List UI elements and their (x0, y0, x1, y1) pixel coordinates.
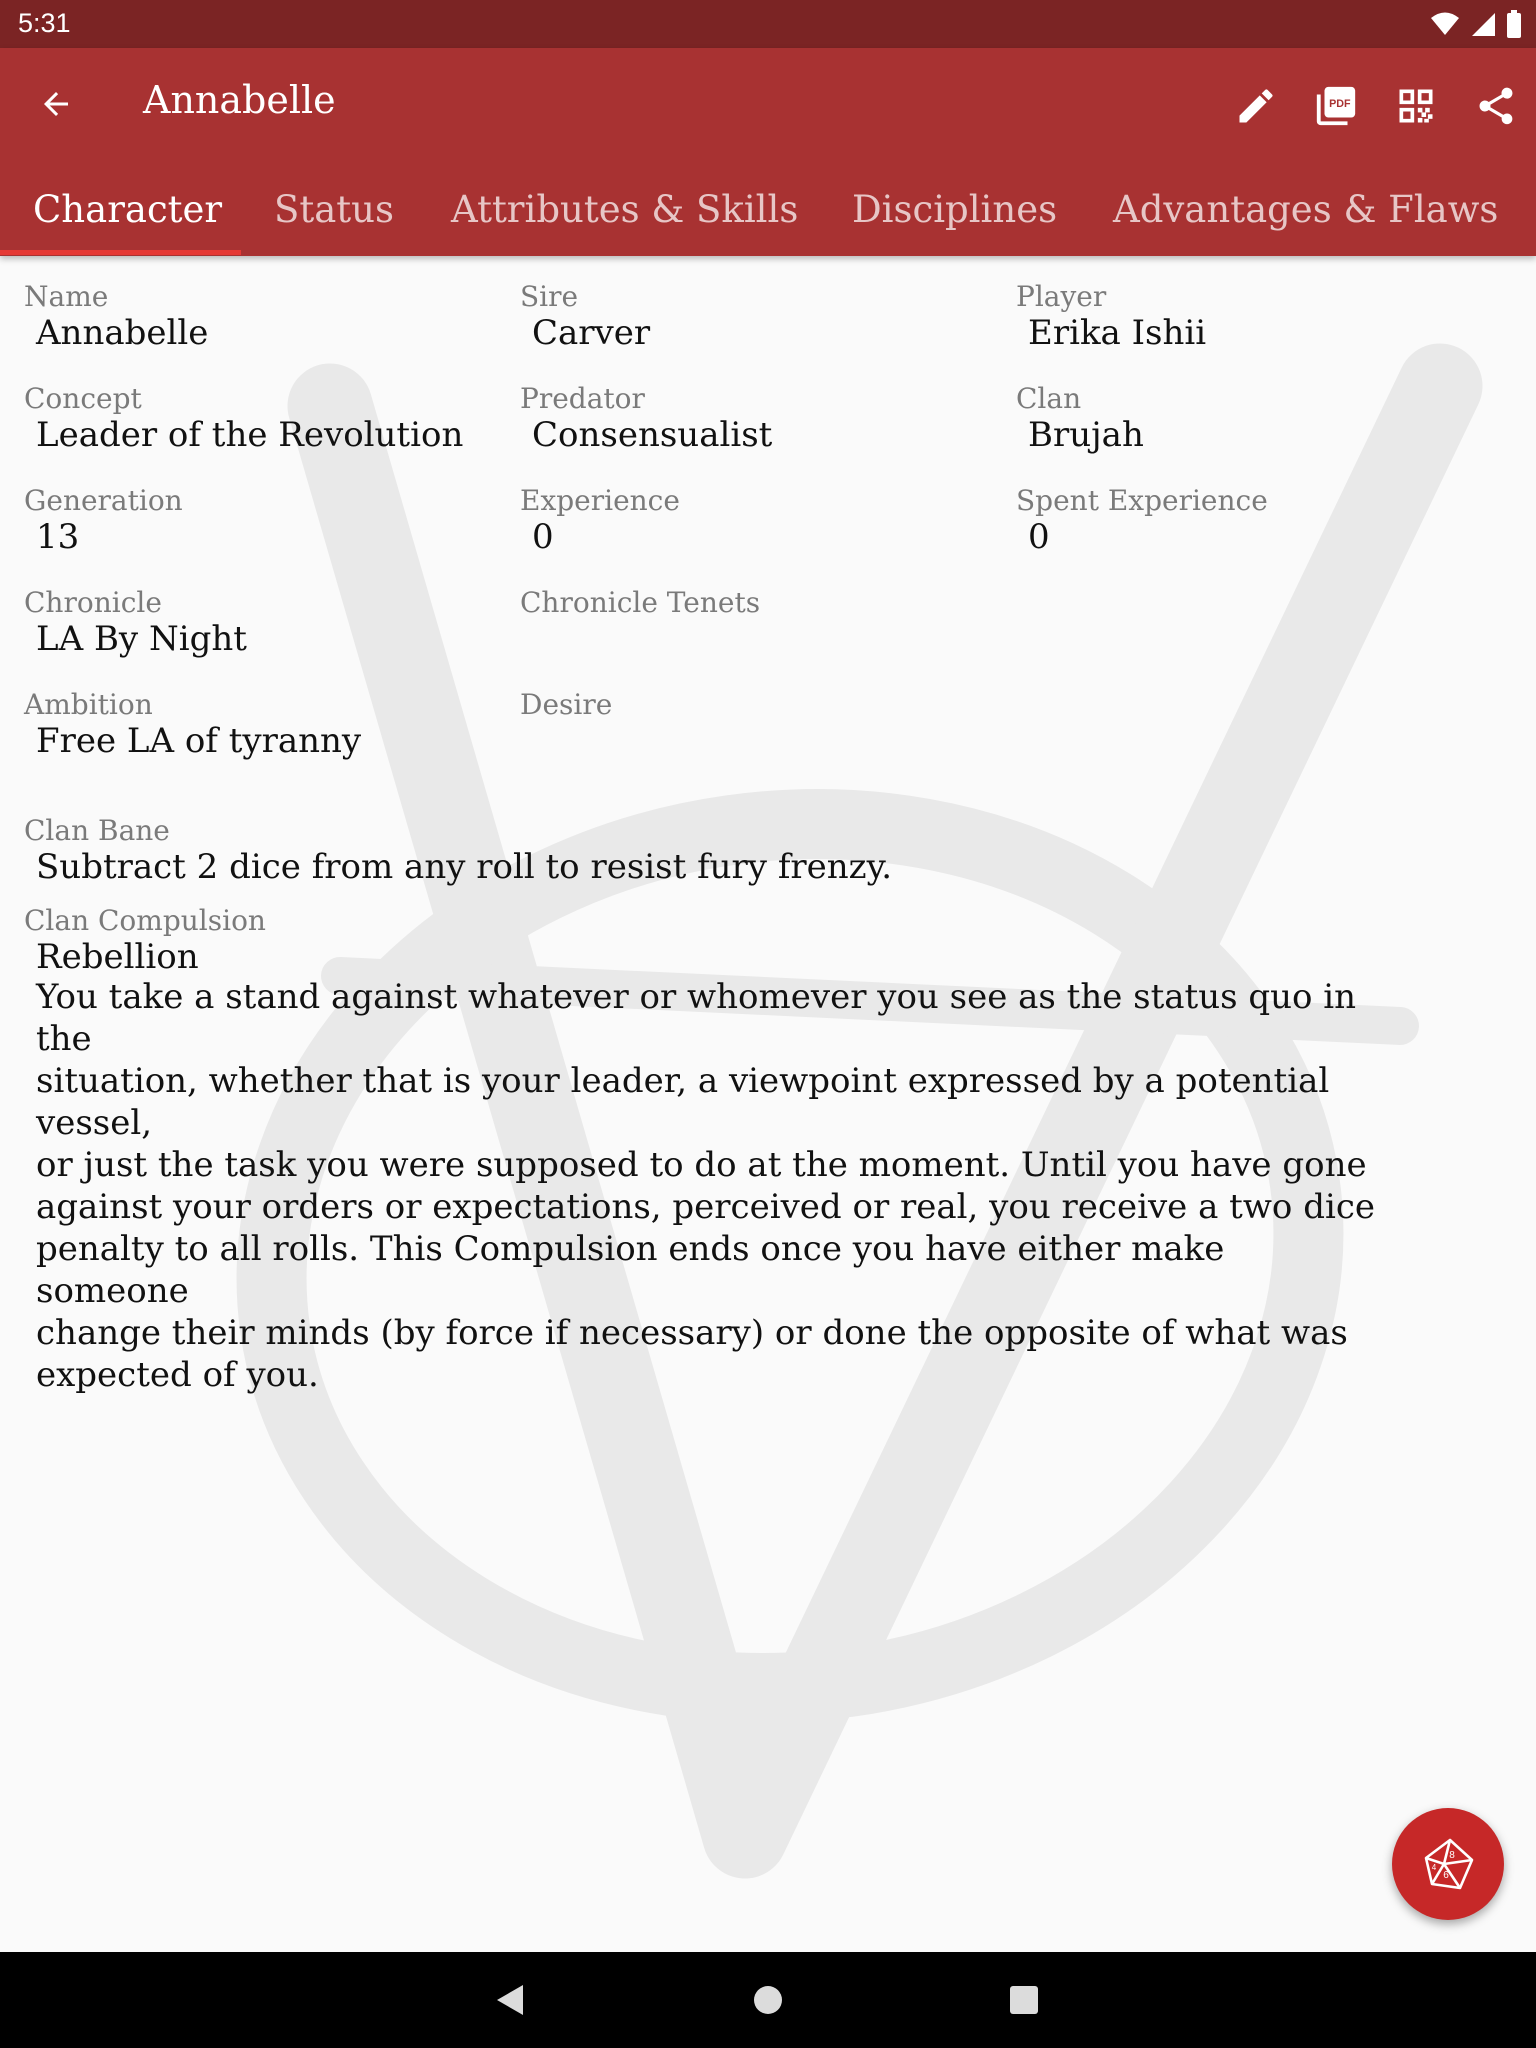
app-bar (0, 48, 1536, 256)
field-value: Annabelle (36, 313, 209, 353)
field-player (1016, 280, 1206, 352)
field-clan (1016, 382, 1144, 454)
dice-icon (1416, 1832, 1480, 1896)
field-value: 13 (36, 517, 80, 557)
nav-back-button[interactable] (486, 1976, 534, 2024)
nav-home-icon (752, 1984, 784, 2016)
tab-indicator (0, 250, 241, 255)
field-experience (520, 484, 680, 556)
field-label: Spent Experience (1016, 484, 1268, 517)
tab-character[interactable]: Character (33, 188, 223, 231)
field-value: 0 (1028, 517, 1050, 557)
field-label: Chronicle (24, 586, 162, 619)
field-label: Clan (1016, 382, 1082, 415)
back-arrow-icon (38, 86, 74, 122)
clan-compulsion (24, 904, 1384, 1396)
battery-icon (1506, 10, 1522, 38)
compulsion-line: You take a stand against whatever or whomever you see as the status quo in the (36, 977, 1357, 1059)
status-bar (0, 0, 1536, 48)
nav-recents-button[interactable] (1000, 1976, 1048, 2024)
pdf-icon (1313, 83, 1359, 129)
compulsion-line: situation, whether that is your leader, a viewpoint expressed by a potential vessel, (36, 1061, 1330, 1143)
field-label: Desire (520, 688, 613, 721)
tab-disciplines[interactable]: Disciplines (852, 188, 1058, 231)
wifi-icon (1430, 11, 1460, 37)
field-name (24, 280, 208, 352)
clan-bane-text: Subtract 2 dice from any roll to resist fury frenzy. (36, 847, 893, 887)
field-generation (24, 484, 183, 556)
pdf-button[interactable] (1308, 78, 1364, 134)
field-sire (520, 280, 650, 352)
field-value: Brujah (1028, 415, 1144, 455)
edit-icon (1234, 84, 1278, 128)
clan-compulsion-label: Clan Compulsion (24, 904, 266, 937)
clan-bane-label: Clan Bane (24, 814, 170, 847)
field-desire (520, 688, 612, 722)
nav-recents-icon (1009, 1985, 1039, 2015)
nav-back-icon (493, 1983, 527, 2017)
field-value: Carver (532, 313, 651, 353)
clan-bane (24, 814, 892, 886)
tab-status[interactable]: Status (274, 188, 394, 231)
signal-icon (1470, 11, 1496, 37)
compulsion-line: or just the task you were supposed to do at the moment. Until you have gone (36, 1145, 1367, 1185)
field-predator (520, 382, 772, 454)
compulsion-line: change their minds (by force if necessary) or done the opposite of what was (36, 1313, 1348, 1353)
back-button[interactable] (24, 72, 88, 136)
field-ambition (24, 688, 361, 760)
field-label: Predator (520, 382, 645, 415)
page-title: Annabelle (143, 78, 336, 122)
field-label: Concept (24, 382, 142, 415)
clan-compulsion-description (24, 976, 1384, 1396)
svg-text:PDF: PDF (1329, 97, 1351, 110)
field-concept (24, 382, 463, 454)
field-value: 0 (532, 517, 554, 557)
field-value: Free LA of tyranny (36, 721, 362, 761)
field-chronicle (24, 586, 247, 658)
dice-roll-fab[interactable] (1392, 1808, 1504, 1920)
field-value: Erika Ishii (1028, 313, 1207, 353)
field-value: Leader of the Revolution (36, 415, 464, 455)
field-label: Generation (24, 484, 183, 517)
field-value: Consensualist (532, 415, 773, 455)
share-icon (1474, 84, 1518, 128)
field-chronicle-tenets (520, 586, 760, 620)
field-value: LA By Night (36, 619, 247, 659)
tab-advantages-flaws[interactable]: Advantages & Flaws (1113, 188, 1499, 231)
character-content (0, 256, 1536, 1952)
edit-button[interactable] (1228, 78, 1284, 134)
svg-text:6: 6 (1443, 1870, 1449, 1881)
qr-code-icon (1394, 84, 1438, 128)
field-label: Player (1016, 280, 1107, 313)
field-spent-experience (1016, 484, 1268, 556)
compulsion-line: against your orders or expectations, perceived or real, you receive a two dice (36, 1187, 1375, 1227)
field-label: Name (24, 280, 109, 313)
field-label: Experience (520, 484, 680, 517)
tab-attributes-skills[interactable]: Attributes & Skills (451, 188, 799, 231)
compulsion-line: penalty to all rolls. This Compulsion ends once you have either make someone (36, 1229, 1225, 1311)
svg-text:4: 4 (1431, 1863, 1437, 1872)
svg-text:8: 8 (1449, 1850, 1455, 1861)
compulsion-line: expected of you. (36, 1355, 319, 1395)
field-label: Chronicle Tenets (520, 586, 761, 619)
field-label: Ambition (24, 688, 153, 721)
status-time: 5:31 (18, 8, 71, 38)
qr-code-button[interactable] (1388, 78, 1444, 134)
clan-compulsion-name: Rebellion (36, 937, 199, 977)
system-nav-bar (0, 1952, 1536, 2048)
nav-home-button[interactable] (744, 1976, 792, 2024)
tab-bar (0, 168, 1536, 256)
share-button[interactable] (1468, 78, 1524, 134)
status-icons (1430, 8, 1522, 40)
field-label: Sire (520, 280, 579, 313)
